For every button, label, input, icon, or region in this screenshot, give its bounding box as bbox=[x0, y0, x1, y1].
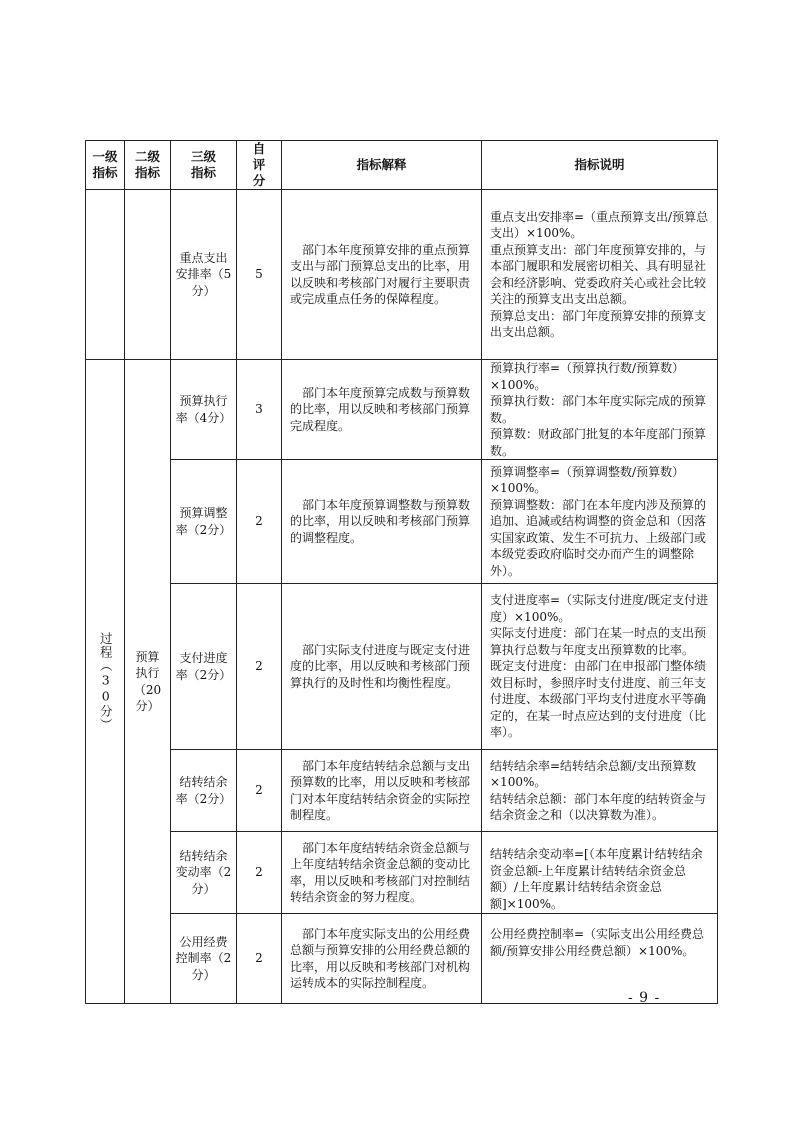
score-value: 2 bbox=[237, 460, 282, 584]
score-value: 2 bbox=[237, 832, 282, 914]
description-line: 结转结余变动率=[（本年度累计结转结余资金总额-上年度累计结转结余资金总额）/上年度累计结转结余资金总额]×100%。 bbox=[490, 847, 703, 911]
table-row bbox=[86, 832, 718, 914]
indicator-description bbox=[482, 750, 718, 832]
description-line: 结转结余率=结转结余总额/支出预算数×100%。 bbox=[490, 758, 697, 789]
description-line: 既定支付进度：由部门在申报部门整体绩效目标时，参照序时支付进度、前三年支付进度、本级部门平均支付进度水平等确定的，在某一时点应达到的支付进度（比率）。 bbox=[490, 659, 707, 740]
indicator-explanation: 部门本年度实际支出的公用经费总额与预算安排的公用经费总额的比率，用以反映和考核部门对机构运转成本的实际控制程度。 bbox=[282, 914, 482, 1004]
table-row bbox=[86, 360, 718, 460]
description-line: 结转结余总额：部门本年度的结转资金与结余资金之和（以决算数为准）。 bbox=[490, 791, 707, 822]
level3-indicator: 重点支出安排率（5分） bbox=[171, 190, 237, 360]
level3-indicator: 预算调整率（2分） bbox=[171, 460, 237, 584]
header-row bbox=[86, 141, 718, 190]
table-row bbox=[86, 750, 718, 832]
indicator-explanation: 部门本年度预算完成数与预算数的比率，用以反映和考核部门预算完成程度。 bbox=[282, 360, 482, 460]
description-line: 实际支付进度：部门在某一时点的支出预算执行总数与年度支出预算数的比率。 bbox=[490, 626, 707, 657]
indicator-description bbox=[482, 190, 718, 360]
indicator-description bbox=[482, 832, 718, 914]
table-row bbox=[86, 914, 718, 1004]
indicator-table bbox=[85, 140, 718, 1004]
description-line: 预算数：财政部门批复的本年度部门预算数。 bbox=[490, 427, 707, 458]
table-row bbox=[86, 190, 718, 360]
score-value: 2 bbox=[237, 584, 282, 750]
level1-process-label: 过程（30分） bbox=[98, 631, 114, 732]
score-value: 2 bbox=[237, 750, 282, 832]
indicator-explanation: 部门本年度结转结余资金总额与上年度结转结余资金总额的变动比率，用以反映和考核部门对控制结转结余资金的努力程度。 bbox=[282, 832, 482, 914]
table-row bbox=[86, 460, 718, 584]
indicator-description bbox=[482, 914, 718, 1004]
indicator-explanation: 部门本年度预算安排的重点预算支出与部门预算总支出的比率，用以反映和考核部门对履行主要职责或完成重点任务的保障程度。 bbox=[282, 190, 482, 360]
level2-budget-exec-label: 预算执行（20分） bbox=[133, 649, 162, 713]
description-line: 重点预算支出：部门年度预算安排的，与本部门履职和发展密切相关、具有明显社会和经济影响、党委政府关心或社会比较关注的预算支出支出总额。 bbox=[490, 242, 707, 306]
description-line: 重点支出安排率=（重点预算支出/预算总支出）×100%。 bbox=[490, 209, 709, 240]
header-score: 自评分 bbox=[237, 141, 282, 190]
score-value: 2 bbox=[237, 914, 282, 1004]
description-line: 预算调整数：部门在本年度内涉及预算的追加、追减或结构调整的资金总和（因落实国家政策、发生不可抗力、上级部门或本级党委政府临时交办而产生的调整除外）。 bbox=[490, 497, 707, 578]
indicator-description bbox=[482, 584, 718, 750]
level3-indicator: 公用经费控制率（2分） bbox=[171, 914, 237, 1004]
level3-indicator: 支付进度率（2分） bbox=[171, 584, 237, 750]
level1-process-cell bbox=[86, 360, 125, 1004]
indicator-explanation: 部门实际支付进度与既定支付进度的比率，用以反映和考核部门预算执行的及时性和均衡性程度。 bbox=[282, 584, 482, 750]
description-line: 预算执行数：部门本年度实际完成的预算数。 bbox=[490, 394, 707, 425]
header-level3: 三级指标 bbox=[171, 141, 237, 190]
indicator-description bbox=[482, 360, 718, 460]
description-line: 预算调整率=（预算调整数/预算数）×100%。 bbox=[490, 464, 685, 496]
level1-cell-empty bbox=[86, 190, 125, 360]
level2-cell-empty bbox=[125, 190, 171, 360]
header-level1: 一级指标 bbox=[86, 141, 125, 190]
level3-indicator: 预算执行率（4分） bbox=[171, 360, 237, 460]
indicator-explanation: 部门本年度结转结余总额与支出预算数的比率，用以反映和考核部门对本年度结转结余资金的实际控制程度。 bbox=[282, 750, 482, 832]
header-explanation: 指标解释 bbox=[282, 141, 482, 190]
page-number: - 9 - bbox=[628, 990, 661, 1006]
score-value: 5 bbox=[237, 190, 282, 360]
header-description: 指标说明 bbox=[482, 141, 718, 190]
description-line: 预算执行率=（预算执行数/预算数）×100%。 bbox=[490, 361, 685, 392]
description-line: 支付进度率=（实际支付进度/既定支付进度）×100%。 bbox=[490, 593, 709, 624]
header-level2: 二级指标 bbox=[125, 141, 171, 190]
level2-budget-exec-cell bbox=[125, 360, 171, 1004]
level3-indicator: 结转结余率（2分） bbox=[171, 750, 237, 832]
score-value: 3 bbox=[237, 360, 282, 460]
table-row bbox=[86, 584, 718, 750]
level3-indicator: 结转结余变动率（2分） bbox=[171, 832, 237, 914]
description-line: 预算总支出：部门年度预算安排的预算支出支出总额。 bbox=[490, 308, 707, 339]
description-line: 公用经费控制率=（实际支出公用经费总额/预算安排公用经费总额）×100%。 bbox=[490, 927, 705, 958]
indicator-explanation: 部门本年度预算调整数与预算数的比率，用以反映和考核部门预算的调整程度。 bbox=[282, 460, 482, 584]
indicator-description bbox=[482, 460, 718, 584]
